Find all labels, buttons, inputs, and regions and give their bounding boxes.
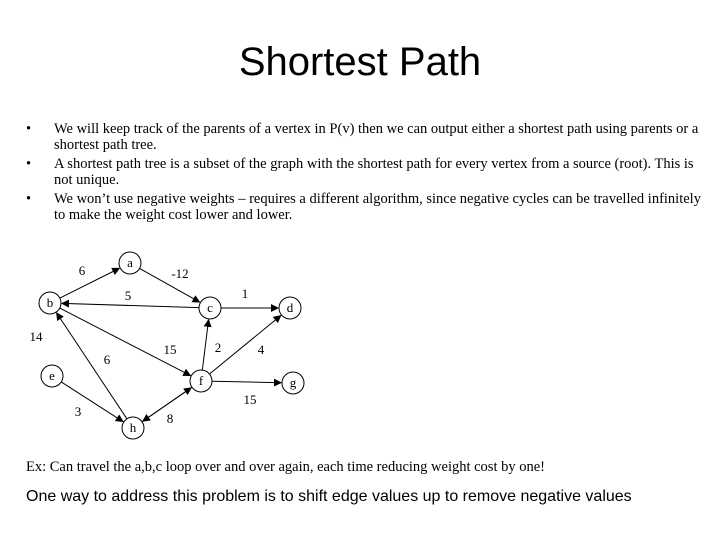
- edges-layer: [30, 263, 282, 426]
- edge-weight-label: 6: [78, 263, 86, 278]
- bullet-marker: •: [26, 191, 32, 207]
- edge-weight-label: 2: [214, 340, 222, 355]
- edge-weight-label: 15: [243, 392, 257, 407]
- edge-a-c: [140, 268, 200, 302]
- node-b: [39, 292, 61, 314]
- edge-weight-label: 3: [74, 404, 82, 419]
- node-label: b: [46, 295, 54, 310]
- edge-weight-label: 8: [166, 411, 174, 426]
- edge-weight-label: 4: [257, 342, 265, 357]
- node-label: h: [129, 420, 137, 435]
- footer-text: One way to address this problem is to shift edge values up to remove negative values: [26, 488, 632, 505]
- node-label: f: [198, 373, 204, 388]
- edge-weight-label: 14: [29, 329, 43, 344]
- edge-h-b: [57, 313, 127, 419]
- edge-weight-label: 1: [241, 286, 249, 301]
- bullet-marker: •: [26, 121, 32, 137]
- node-e: [41, 365, 63, 387]
- bullet-item: [22, 156, 712, 188]
- bullet-text: We won’t use negative weights – requires a different algorithm, since negative cycles can be travelled infinitely to make the weight cost lower and lower.: [54, 191, 701, 223]
- edge-e-h: [61, 382, 123, 422]
- node-label: e: [49, 368, 55, 383]
- node-label: a: [127, 255, 133, 270]
- slide-title: Shortest Path: [238, 40, 482, 84]
- bullet-item: [22, 191, 712, 223]
- bullet-text: We will keep track of the parents of a vertex in P(v) then we can output either a shortest path using parents or a shortest path tree.: [54, 121, 699, 153]
- edge-f-g: [212, 381, 281, 383]
- graph-diagram: [0, 248, 340, 448]
- bullet-item: [22, 121, 712, 153]
- edge-weight-label: 5: [124, 288, 132, 303]
- edge-f-c: [202, 320, 208, 370]
- node-label: g: [289, 375, 297, 390]
- node-d: [279, 297, 301, 319]
- node-label: d: [286, 300, 294, 315]
- node-f: [190, 370, 212, 392]
- node-c: [199, 297, 221, 319]
- example-note: Ex: Can travel the a,b,c loop over and over again, each time reducing weight cost by one!: [26, 459, 545, 475]
- node-g: [282, 372, 304, 394]
- edge-weight-label: 15: [163, 342, 177, 357]
- node-h: [122, 417, 144, 439]
- edge-c-b: [62, 303, 199, 307]
- bullet-text: A shortest path tree is a subset of the graph with the shortest path for every vertex from a source (root). This is not unique.: [54, 156, 694, 188]
- node-label: c: [207, 300, 213, 315]
- edge-b-a: [60, 268, 119, 298]
- node-a: [119, 252, 141, 274]
- edge-weight-label: -12: [171, 266, 189, 281]
- bullet-list: [22, 121, 712, 226]
- edge-weight-label: 6: [103, 352, 111, 367]
- bullet-marker: •: [26, 156, 32, 172]
